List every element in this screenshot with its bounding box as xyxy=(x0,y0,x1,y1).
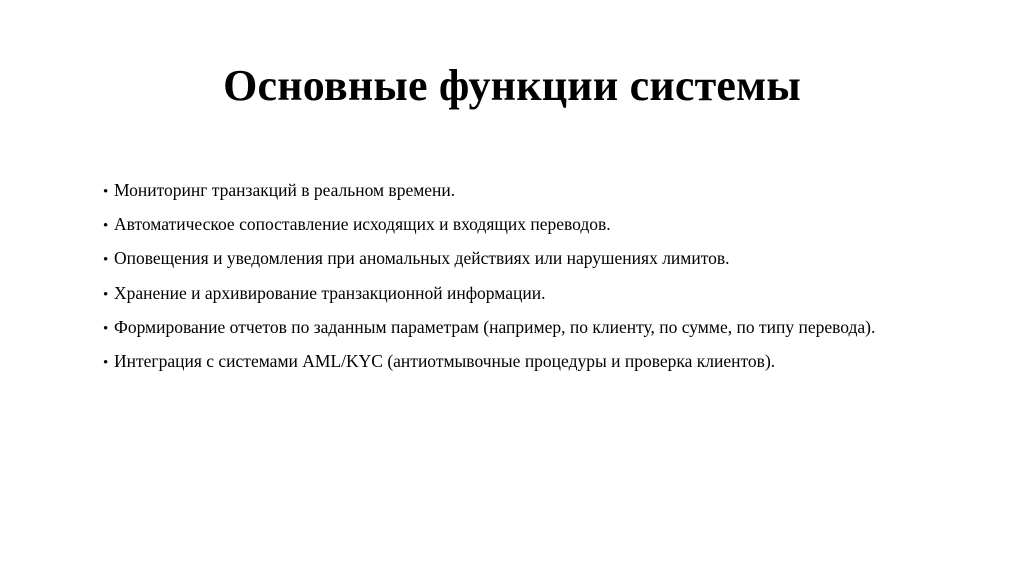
bullet-icon: • xyxy=(103,320,109,337)
bullet-icon: • xyxy=(103,184,109,200)
list-item-text: Формирование отчетов по заданным параметрам (например, по клиенту, по сумме, по типу перевода). xyxy=(114,316,876,337)
list-item xyxy=(103,212,875,236)
list-item xyxy=(103,281,875,305)
bullet-icon: • xyxy=(103,354,109,371)
list-item-text: Интеграция с системами AML/KYC (антиотмывочные процедуры и проверка клиентов). xyxy=(114,350,776,371)
list-item xyxy=(103,246,875,270)
list-item-text: Хранение и архивирование транзакционной информации. xyxy=(114,282,546,303)
list-item-text: Оповещения и уведомления при аномальных действиях или нарушениях лимитов. xyxy=(114,248,730,269)
bullet-icon: • xyxy=(103,252,109,269)
list-item xyxy=(103,349,875,373)
list-item xyxy=(103,178,875,202)
bullet-icon: • xyxy=(103,218,109,235)
bullet-icon: • xyxy=(103,286,109,303)
list-item-text: Автоматическое сопоставление исходящих и входящих переводов. xyxy=(114,214,611,235)
bullet-list xyxy=(103,178,875,383)
list-item-text: Мониторинг транзакций в реальном времени. xyxy=(114,180,456,200)
slide-title: Основные функции системы xyxy=(223,61,801,110)
list-item xyxy=(103,315,875,339)
